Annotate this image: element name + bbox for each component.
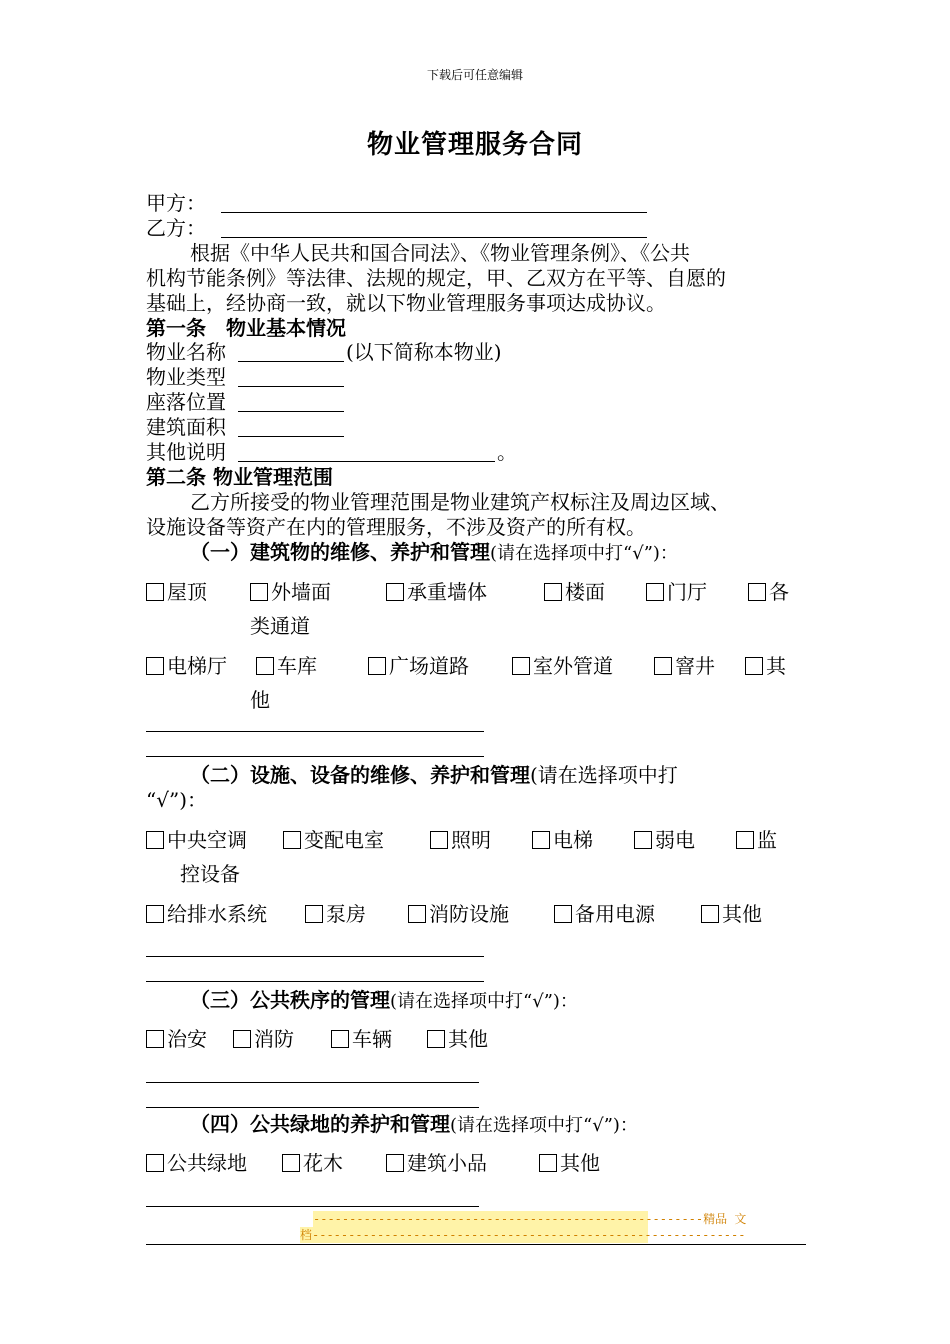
field-property-name-label: 物业名称 bbox=[146, 340, 226, 364]
option-water-supply[interactable]: 给排水系统 bbox=[146, 902, 267, 927]
checkbox[interactable] bbox=[634, 831, 652, 849]
checkbox[interactable] bbox=[233, 1030, 251, 1048]
field-location-label: 座落位置 bbox=[146, 390, 226, 414]
option-pump-room[interactable]: 泵房 bbox=[305, 902, 366, 927]
option-backup-power[interactable]: 备用电源 bbox=[554, 902, 655, 927]
article-2-heading: 第二条 物业管理范围 bbox=[146, 465, 333, 489]
option-substation[interactable]: 变配电室 bbox=[283, 828, 384, 853]
checkbox[interactable] bbox=[250, 583, 268, 601]
section-3-heading: （三）公共秩序的管理 bbox=[190, 988, 390, 1012]
option-passages-wrap: 类通道 bbox=[250, 614, 310, 638]
field-other-label: 其他说明 bbox=[146, 440, 226, 464]
option-lighting[interactable]: 照明 bbox=[430, 828, 491, 853]
option-garage[interactable]: 车库 bbox=[256, 654, 317, 679]
option-public-green[interactable]: 公共绿地 bbox=[146, 1151, 247, 1176]
checkbox[interactable] bbox=[386, 1154, 404, 1172]
option-exterior-wall[interactable]: 外墙面 bbox=[250, 580, 331, 605]
option-vehicles[interactable]: 车辆 bbox=[331, 1027, 392, 1052]
option-other-4[interactable]: 其他 bbox=[539, 1151, 600, 1176]
checkbox[interactable] bbox=[544, 583, 562, 601]
checkbox[interactable] bbox=[331, 1030, 349, 1048]
section-4-note: (请在选择项中打“√”)： bbox=[450, 1115, 638, 1136]
checkbox[interactable] bbox=[748, 583, 766, 601]
article-2-intro-2: 设施设备等资产在内的管理服务，不涉及资产的所有权。 bbox=[146, 515, 646, 539]
option-other-1[interactable]: 其 bbox=[745, 654, 786, 679]
section-2-note-cont: “√”)： bbox=[146, 788, 207, 812]
section-1-heading: （一）建筑物的维修、养护和管理 bbox=[190, 540, 490, 564]
checkbox[interactable] bbox=[305, 905, 323, 923]
option-monitoring[interactable]: 监 bbox=[736, 828, 777, 853]
option-load-bearing-wall[interactable]: 承重墙体 bbox=[386, 580, 487, 605]
option-central-ac[interactable]: 中央空调 bbox=[146, 828, 247, 853]
preamble-line-1: 根据《中华人民共和国合同法》、《物业管理条例》、《公共 bbox=[190, 241, 690, 265]
section-2-heading-line bbox=[190, 763, 678, 788]
article-2-intro-1: 乙方所接受的物业管理范围是物业建筑产权标注及周边区域、 bbox=[190, 490, 730, 514]
field-area-blank[interactable] bbox=[238, 436, 344, 437]
section-1-heading-line bbox=[190, 540, 678, 566]
field-other-suffix: 。 bbox=[497, 440, 517, 464]
checkbox[interactable] bbox=[282, 1154, 300, 1172]
footer-watermark-line-1: ------------------------------------------------------精品 文 bbox=[313, 1212, 747, 1226]
checkbox[interactable] bbox=[146, 905, 164, 923]
page-header: 下载后可任意编辑 bbox=[426, 68, 523, 82]
checkbox[interactable] bbox=[701, 905, 719, 923]
party-b-label: 乙方： bbox=[146, 216, 206, 240]
option-other-2[interactable]: 其他 bbox=[701, 902, 762, 927]
option-elevator[interactable]: 电梯 bbox=[532, 828, 593, 853]
checkbox[interactable] bbox=[146, 1154, 164, 1172]
section-3-blank-2[interactable] bbox=[146, 1107, 479, 1108]
option-fire-facilities[interactable]: 消防设施 bbox=[408, 902, 509, 927]
checkbox[interactable] bbox=[539, 1154, 557, 1172]
preamble-line-2: 机构节能条例》等法律、法规的规定，甲、乙双方在平等、自愿的 bbox=[146, 266, 726, 290]
checkbox[interactable] bbox=[146, 1030, 164, 1048]
checkbox[interactable] bbox=[408, 905, 426, 923]
section-2-blank-1[interactable] bbox=[146, 956, 484, 957]
field-other-blank[interactable] bbox=[238, 461, 495, 462]
checkbox[interactable] bbox=[427, 1030, 445, 1048]
checkbox[interactable] bbox=[646, 583, 664, 601]
section-3-heading-line bbox=[190, 988, 578, 1014]
section-2-note: (请在选择项中打 bbox=[530, 763, 678, 787]
section-2-heading: （二）设施、设备的维修、养护和管理 bbox=[190, 763, 530, 787]
checkbox[interactable] bbox=[368, 657, 386, 675]
section-3-note: (请在选择项中打“√”)： bbox=[390, 991, 578, 1012]
option-small-structures[interactable]: 建筑小品 bbox=[386, 1151, 487, 1176]
party-a-blank[interactable] bbox=[221, 212, 647, 213]
preamble-line-3: 基础上，经协商一致，就以下物业管理服务事项达成协议。 bbox=[146, 291, 666, 315]
checkbox[interactable] bbox=[146, 831, 164, 849]
option-manhole[interactable]: 窨井 bbox=[654, 654, 715, 679]
checkbox[interactable] bbox=[146, 657, 164, 675]
checkbox[interactable] bbox=[146, 583, 164, 601]
checkbox[interactable] bbox=[283, 831, 301, 849]
field-property-name-blank[interactable] bbox=[238, 361, 344, 362]
checkbox[interactable] bbox=[386, 583, 404, 601]
checkbox[interactable] bbox=[554, 905, 572, 923]
checkbox[interactable] bbox=[654, 657, 672, 675]
checkbox[interactable] bbox=[745, 657, 763, 675]
article-1-heading: 第一条 物业基本情况 bbox=[146, 316, 346, 340]
option-plaza-road[interactable]: 广场道路 bbox=[368, 654, 469, 679]
field-location-blank[interactable] bbox=[238, 411, 344, 412]
option-roof[interactable]: 屋顶 bbox=[146, 580, 207, 605]
checkbox[interactable] bbox=[532, 831, 550, 849]
option-floor[interactable]: 楼面 bbox=[544, 580, 605, 605]
party-b-blank[interactable] bbox=[221, 237, 647, 238]
option-elevator-hall[interactable]: 电梯厅 bbox=[146, 654, 227, 679]
section-1-note: (请在选择项中打“√”)： bbox=[490, 543, 678, 564]
section-1-blank-1[interactable] bbox=[146, 731, 484, 732]
field-property-type-blank[interactable] bbox=[238, 386, 344, 387]
option-plants[interactable]: 花木 bbox=[282, 1151, 343, 1176]
section-3-blank-1[interactable] bbox=[146, 1082, 479, 1083]
checkbox[interactable] bbox=[256, 657, 274, 675]
checkbox[interactable] bbox=[512, 657, 530, 675]
option-monitoring-wrap: 控设备 bbox=[180, 862, 240, 886]
document-title: 物业管理服务合同 bbox=[366, 130, 583, 160]
footer-rule bbox=[146, 1244, 806, 1245]
option-lobby[interactable]: 门厅 bbox=[646, 580, 707, 605]
field-property-type-label: 物业类型 bbox=[146, 365, 226, 389]
field-property-name-suffix: (以下简称本物业) bbox=[346, 340, 502, 364]
option-passages[interactable]: 各 bbox=[748, 580, 789, 605]
option-low-voltage[interactable]: 弱电 bbox=[634, 828, 695, 853]
section-4-heading-line bbox=[190, 1112, 638, 1138]
section-2-blank-2[interactable] bbox=[146, 981, 484, 982]
checkbox[interactable] bbox=[430, 831, 448, 849]
footer-watermark-line-2: 档------------------------------------------------------------ bbox=[300, 1228, 746, 1242]
section-4-blank-1[interactable] bbox=[146, 1206, 479, 1207]
option-outdoor-pipes[interactable]: 室外管道 bbox=[512, 654, 613, 679]
option-other-1-wrap: 他 bbox=[250, 688, 270, 712]
option-fire-control[interactable]: 消防 bbox=[233, 1027, 294, 1052]
option-security[interactable]: 治安 bbox=[146, 1027, 207, 1052]
option-other-3[interactable]: 其他 bbox=[427, 1027, 488, 1052]
section-1-blank-2[interactable] bbox=[146, 756, 484, 757]
checkbox[interactable] bbox=[736, 831, 754, 849]
party-a-label: 甲方： bbox=[146, 191, 206, 215]
section-4-heading: （四）公共绿地的养护和管理 bbox=[190, 1112, 450, 1136]
field-area-label: 建筑面积 bbox=[146, 415, 226, 439]
